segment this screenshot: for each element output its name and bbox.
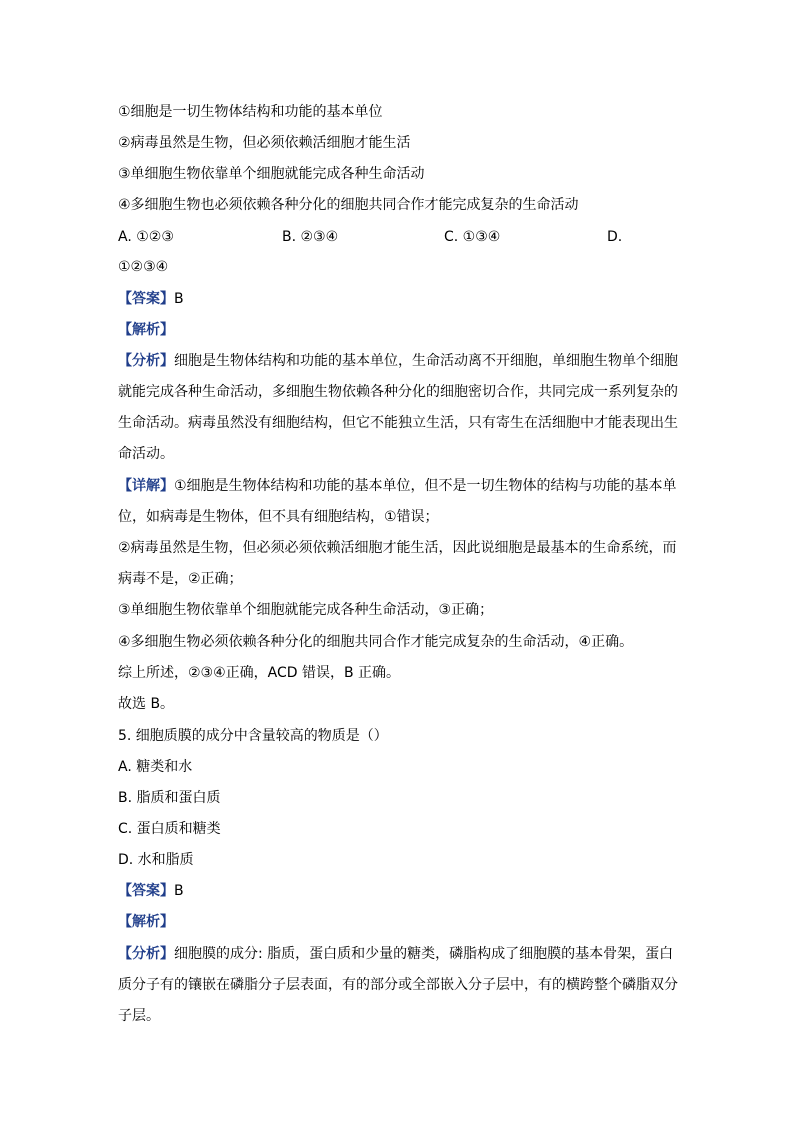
q5-fenxi-tag: 【分析】 <box>118 946 174 962</box>
xiangjie-line-8: 故选 B。 <box>118 696 175 712</box>
answer-tag: 【答案】 <box>118 291 174 307</box>
q5-fenxi-line-3: 子层。 <box>118 1008 160 1024</box>
fenxi-tag: 【分析】 <box>118 353 174 369</box>
option-a: A. ①②③ <box>118 229 174 245</box>
xiangjie-text: ①细胞是生物体结构和功能的基本单位，但不是一切生物体的结构与功能的基本单 <box>174 478 677 494</box>
q5-option-b: B. 脂质和蛋白质 <box>118 790 221 806</box>
xiangjie-line-2: 位，如病毒是生物体，但不具有细胞结构，①错误； <box>118 509 439 525</box>
xiangjie-line-3: ②病毒虽然是生物，但必须必须依赖活细胞才能生活，因此说细胞是最基本的生命系统，而 <box>118 540 677 556</box>
answer-value: B <box>174 291 184 307</box>
option-b: B. ②③④ <box>282 229 339 245</box>
analysis-heading <box>118 320 174 340</box>
fenxi-line-1 <box>118 351 678 371</box>
xiangjie-line-7: 综上所述，②③④正确，ACD 错误，B 正确。 <box>118 665 401 681</box>
statement-3: ③单细胞生物依靠单个细胞就能完成各种生命活动 <box>118 166 425 182</box>
q5-answer-value: B <box>174 883 184 899</box>
q5-fenxi-line-1 <box>118 944 673 964</box>
xiangjie-line-6: ④多细胞生物必须依赖各种分化的细胞共同合作才能完成复杂的生命活动，④正确。 <box>118 634 634 650</box>
option-d: D. <box>607 229 623 245</box>
xiangjie-line-5: ③单细胞生物依靠单个细胞就能完成各种生命活动，③正确； <box>118 602 494 618</box>
q5-answer-line <box>118 881 184 901</box>
fenxi-line-2: 就能完成各种生命活动，多细胞生物依赖各种分化的细胞密切合作，共同完成一系列复杂的 <box>118 384 678 400</box>
xiangjie-line-1 <box>118 476 677 496</box>
q5-analysis-tag: 【解析】 <box>118 914 174 930</box>
option-d-content: ①②③④ <box>118 259 169 275</box>
q5-option-d: D. 水和脂质 <box>118 852 194 868</box>
fenxi-text: 细胞是生物体结构和功能的基本单位，生命活动离不开细胞，单细胞生物单个细胞 <box>174 353 678 369</box>
q5-fenxi-text: 细胞膜的成分: 脂质，蛋白质和少量的糖类，磷脂构成了细胞膜的基本骨架，蛋白 <box>174 946 674 962</box>
q5-fenxi-line-2: 质分子有的镶嵌在磷脂分子层表面，有的部分或全部嵌入分子层中，有的横跨整个磷脂双分 <box>118 977 678 993</box>
q5-answer-tag: 【答案】 <box>118 883 174 899</box>
q5-option-a: A. 糖类和水 <box>118 759 193 775</box>
option-c: C. ①③④ <box>444 229 501 245</box>
fenxi-line-4: 命活动。 <box>118 446 174 462</box>
analysis-tag: 【解析】 <box>118 322 174 338</box>
statement-4: ④多细胞生物也必须依赖各种分化的细胞共同合作才能完成复杂的生命活动 <box>118 197 579 213</box>
question-5: 5. 细胞质膜的成分中含量较高的物质是（） <box>118 728 388 744</box>
answer-line <box>118 289 184 309</box>
statement-2: ②病毒虽然是生物，但必须依赖活细胞才能生活 <box>118 135 411 151</box>
fenxi-line-3: 生命活动。病毒虽然没有细胞结构，但它不能独立生活，只有寄生在活细胞中才能表现出生 <box>118 415 678 431</box>
xiangjie-line-4: 病毒不是，②正确； <box>118 571 243 587</box>
statement-1: ①细胞是一切生物体结构和功能的基本单位 <box>118 104 383 120</box>
xiangjie-tag: 【详解】 <box>118 478 174 494</box>
q5-option-c: C. 蛋白质和糖类 <box>118 821 221 837</box>
q5-analysis-heading <box>118 912 174 932</box>
